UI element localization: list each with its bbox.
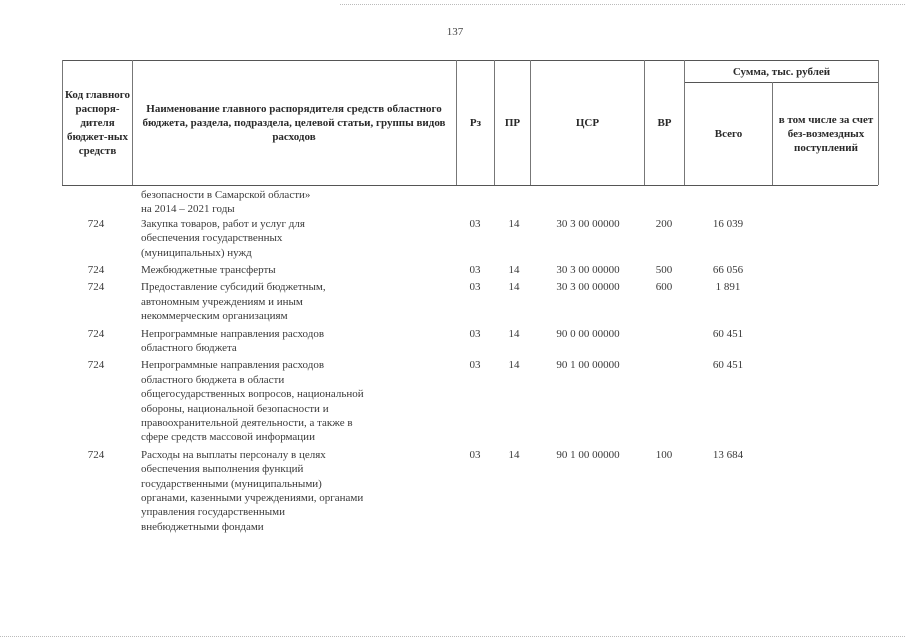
header-name: Наименование главного распорядителя средств областного бюджета, раздела, подраздела, целевой статьи, группы видов расходов (142, 103, 446, 143)
cell-pr: 14 (508, 448, 520, 461)
cell-name-line: областного бюджета в области (141, 373, 285, 386)
cell-csr: 90 1 00 00000 (556, 448, 620, 461)
header-code: Код главного распоря-дителя бюджет-ных средств (64, 89, 131, 157)
cell-name-line: Межбюджетные трансферты (141, 264, 276, 276)
header-bottom-border (62, 185, 878, 186)
cell-name-line: управления государственными (141, 506, 286, 519)
cell-name-line: обеспечения выполнения функций (141, 463, 304, 476)
header-sum: Сумма, тыс. рублей (732, 65, 831, 78)
cell-vr: 600 (655, 281, 673, 294)
col-border-code (132, 60, 133, 185)
cell-name-line: автономным учреждениям и иным (141, 295, 303, 308)
cell-name-line: органами, казенными учреждениями, органами (141, 492, 364, 504)
cell-rz: 03 (469, 327, 481, 340)
cell-rz: 03 (469, 359, 481, 372)
cell-rz: 03 (469, 217, 481, 230)
cell-code: 724 (87, 448, 105, 461)
cell-name-line: Непрограммные направления расходов (141, 327, 325, 340)
cell-total: 16 039 (712, 217, 744, 230)
scan-edge-top (340, 4, 905, 5)
continuation-line: безопасности в Самарской области» (141, 189, 311, 201)
header-rz: Рз (469, 117, 482, 129)
cell-total: 60 451 (712, 359, 744, 372)
cell-name-line: обороны, национальной безопасности и (141, 402, 329, 415)
cell-name-line: некоммерческим организациям (141, 310, 288, 323)
cell-code: 724 (87, 327, 105, 340)
cell-code: 724 (87, 281, 105, 294)
cell-rz: 03 (469, 448, 481, 461)
scan-edge-bottom (0, 636, 905, 637)
cell-name-line: Непрограммные направления расходов (141, 359, 325, 372)
cell-pr: 14 (508, 327, 520, 340)
cell-csr: 30 3 00 00000 (556, 281, 620, 294)
cell-total: 13 684 (712, 448, 744, 461)
cell-vr: 500 (655, 264, 673, 276)
cell-rz: 03 (469, 264, 481, 276)
cell-pr: 14 (508, 359, 520, 372)
cell-name-line: областного бюджета (141, 342, 237, 354)
cell-total: 66 056 (712, 264, 744, 276)
cell-name-line: государственными (муниципальными) (141, 477, 322, 490)
header-pr: ПР (504, 117, 521, 129)
cell-pr: 14 (508, 281, 520, 294)
cell-name-line: сфере средств массовой информации (141, 431, 315, 444)
cell-csr: 30 3 00 00000 (556, 217, 620, 230)
cell-name-line: (муниципальных) нужд (141, 246, 252, 259)
cell-code: 724 (87, 264, 105, 276)
cell-rz: 03 (469, 281, 481, 294)
cell-name-line: Предоставление субсидий бюджетным, (141, 281, 326, 294)
cell-name-line: правоохранительной деятельности, а также в (141, 417, 353, 429)
header-total: Всего (714, 128, 743, 140)
page-number: 137 (446, 26, 464, 38)
col-border-right (878, 60, 879, 185)
cell-name-line: обеспечения государственных (141, 232, 283, 245)
cell-csr: 30 3 00 00000 (556, 264, 620, 276)
header-csr: ЦСР (575, 117, 600, 129)
cell-code: 724 (87, 217, 105, 230)
cell-code: 724 (87, 359, 105, 372)
cell-total: 1 891 (715, 281, 741, 294)
cell-csr: 90 0 00 00000 (556, 327, 620, 340)
cell-vr: 200 (655, 217, 673, 230)
col-border-total (772, 82, 773, 185)
cell-csr: 90 1 00 00000 (556, 359, 620, 372)
cell-name-line: внебюджетными фондами (141, 520, 264, 533)
header-vr: ВР (657, 117, 672, 129)
cell-pr: 14 (508, 264, 520, 276)
continuation-line: на 2014 – 2021 годы (141, 203, 235, 216)
cell-name-line: Закупка товаров, работ и услуг для (141, 217, 305, 230)
cell-total: 60 451 (712, 327, 744, 340)
cell-vr: 100 (655, 448, 673, 461)
cell-pr: 14 (508, 217, 520, 230)
cell-name-line: общегосударственных вопросов, национальной (141, 388, 364, 401)
cell-name-line: Расходы на выплаты персоналу в целях (141, 448, 326, 461)
header-gratuitous: в том числе за счет без-возмездных поступлений (778, 114, 874, 154)
